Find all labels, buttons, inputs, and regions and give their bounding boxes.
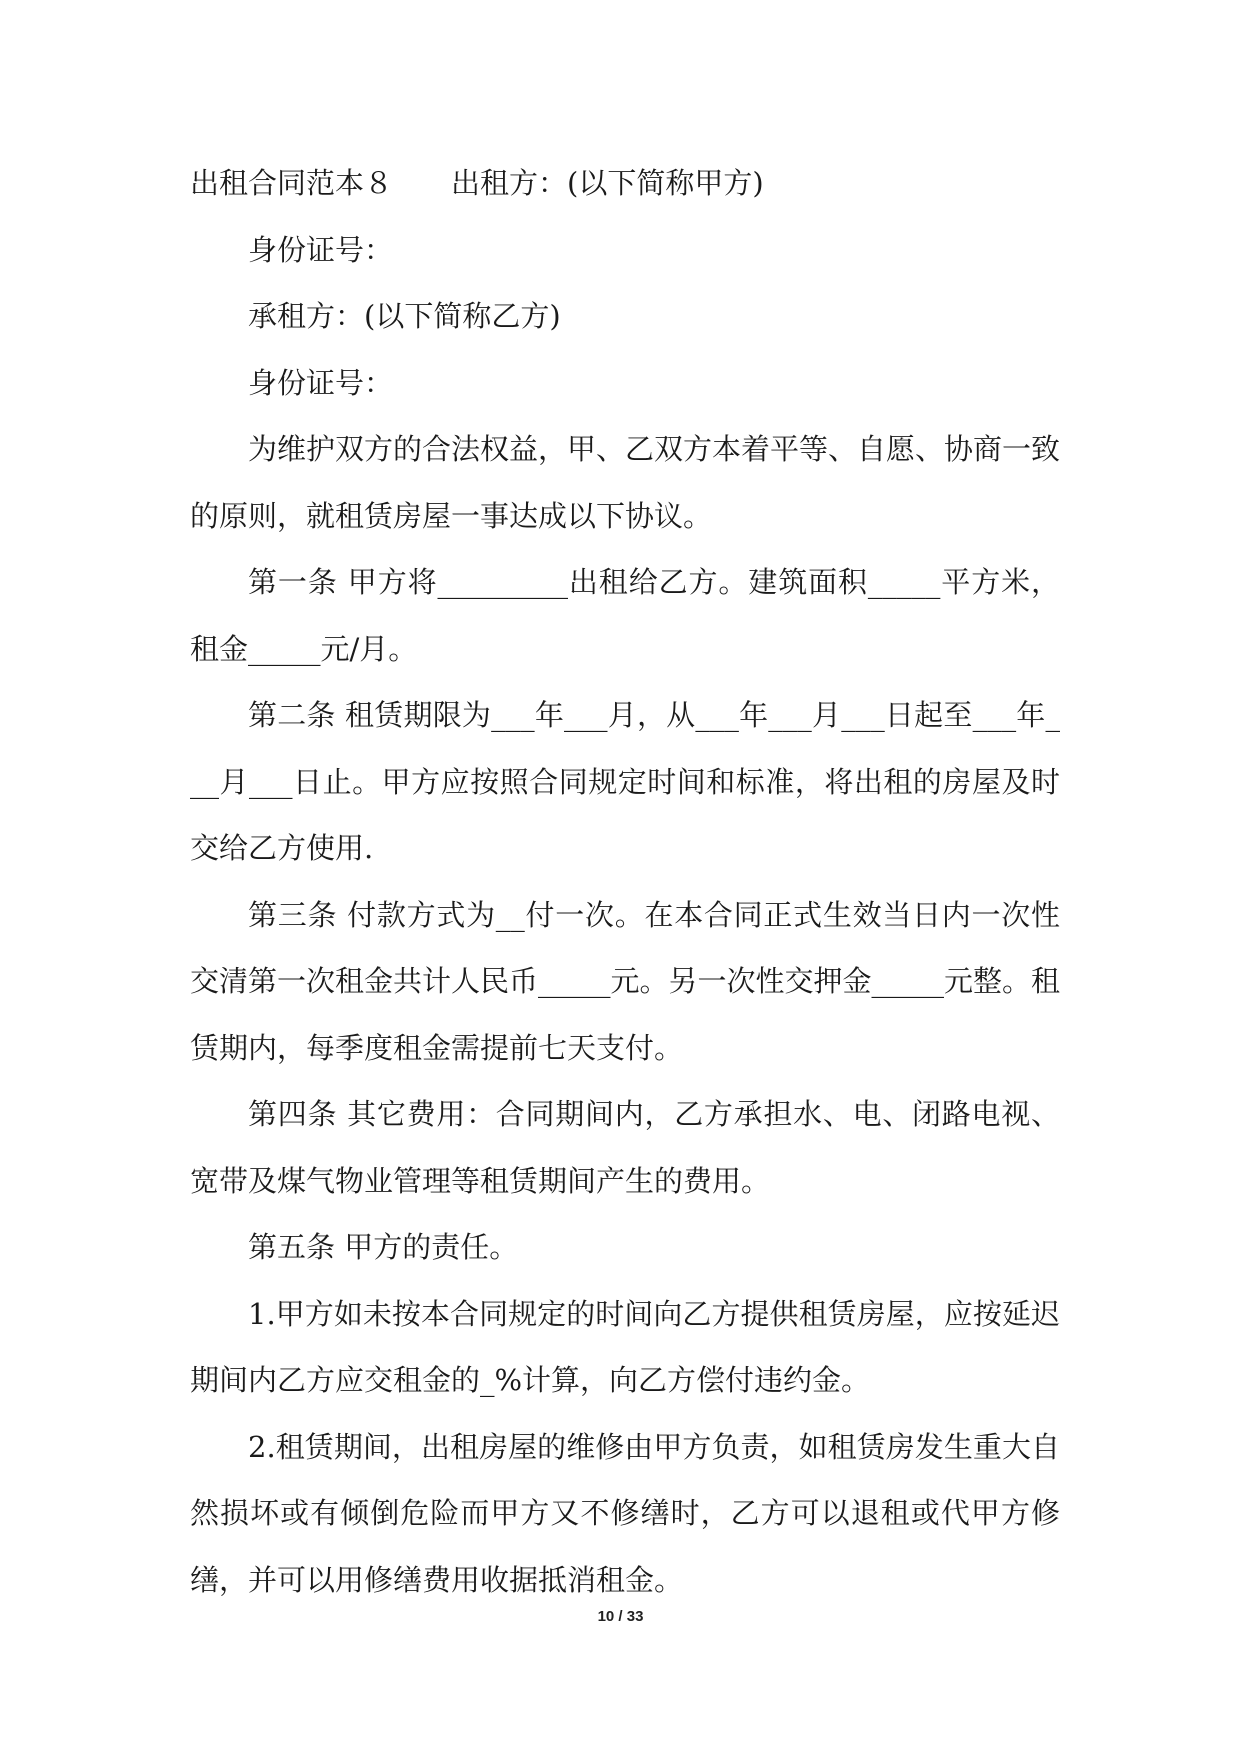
contract-heading: 出租合同范本８ 出租方：(以下简称甲方) [190, 166, 764, 200]
article-2: 第二条 租赁期限为___年___月，从___年___月___日起至___年___月___日止。甲方应按照合同规定时间和标准，将出租的房屋及时交给乙方使用. [190, 698, 1060, 865]
article-5-clause-2: 2.租赁期间，出租房屋的维修由甲方负责，如租赁房发生重大自然损坏或有倾倒危险而甲方又不修缮时，乙方可以退租或代甲方修缮，并可以用修缮费用收据抵消租金。 [190, 1429, 1060, 1597]
page-number: 10 / 33 [597, 1608, 644, 1625]
document-body [190, 150, 1060, 1613]
article-5-clause-1: 1.甲方如未按本合同规定的时间向乙方提供租赁房屋，应按延迟期间内乙方应交租金的_%计算，向乙方偿付违约金。 [190, 1296, 1060, 1397]
article-4: 第四条 其它费用：合同期间内，乙方承担水、电、闭路电视、宽带及煤气物业管理等租赁期间产生的费用。 [190, 1097, 1060, 1198]
lessor-id-number: 身份证号： [248, 232, 394, 267]
preamble-paragraph: 为维护双方的合法权益，甲、乙双方本着平等、自愿、协商一致的原则，就租赁房屋一事达成以下协议。 [190, 432, 1061, 533]
article-5: 第五条 甲方的责任。 [248, 1230, 519, 1264]
lessee-id-number: 身份证号： [248, 365, 394, 400]
article-1: 第一条 甲方将_________出租给乙方。建筑面积_____平方米，租金_____元/月。 [190, 565, 1060, 666]
lessee-line: 承租方：(以下简称乙方) [248, 299, 561, 333]
article-3: 第三条 付款方式为__付一次。在本合同正式生效当日内一次性交清第一次租金共计人民币_____元。另一次性交押金_____元整。租赁期内，每季度租金需提前七天支付。 [190, 897, 1061, 1065]
